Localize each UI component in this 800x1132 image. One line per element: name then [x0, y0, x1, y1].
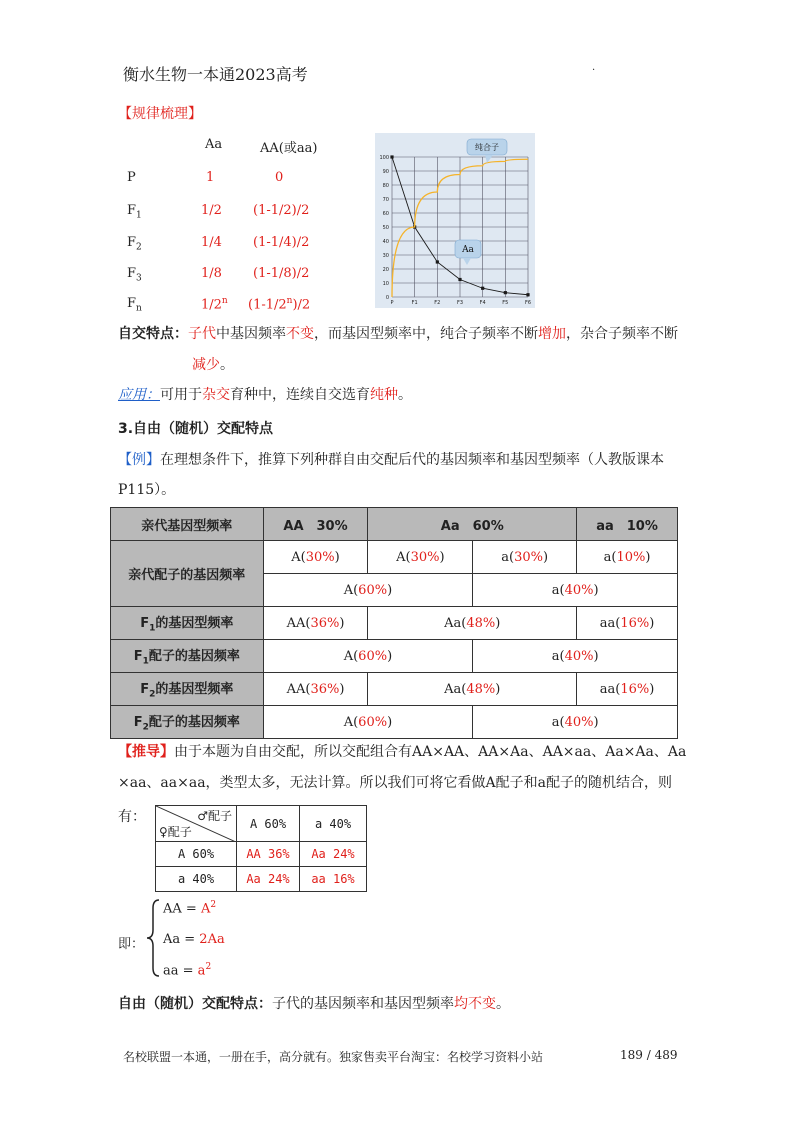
y-tick-label: 60 [382, 211, 389, 217]
text: 。 [220, 357, 234, 373]
table-row [111, 541, 678, 574]
cell: aa(16%) [577, 607, 678, 640]
frequency-chart [375, 133, 535, 308]
example-text: 在理想条件下，推算下列种群自由交配后代的基因频率和基因型频率（人教版课本 [160, 452, 664, 468]
row-head: 亲代基因型频率 [111, 508, 264, 541]
derive-text: 由于本题为自由交配，所以交配组合有AA×AA、AA×Aa、AA×aa、Aa×Aa、Aa [174, 744, 687, 760]
gen-sub: 1 [136, 210, 142, 221]
gen-sub: 2 [136, 242, 142, 253]
cell: A(30%) [263, 541, 368, 574]
formula-aa: AA = $A^2$ [163, 900, 217, 917]
text: 可用于 [160, 387, 202, 403]
text: 。 [496, 996, 510, 1012]
data-point [458, 278, 461, 281]
row-head: $F_2$配子的基因频率 [111, 706, 264, 739]
header-dot: . [592, 62, 596, 73]
cell: a(40%) [473, 640, 678, 673]
free-mating-label: 自由（随机）交配特点： [118, 996, 272, 1012]
row-head: 亲代配子的基因频率 [111, 541, 264, 607]
row-head: A 60% [156, 842, 237, 867]
derive-line3: 有： [118, 809, 146, 825]
row-head: $F_2$的基因型频率 [111, 673, 264, 706]
aa-sup: n [221, 296, 228, 306]
y-tick-label: 0 [385, 295, 389, 301]
x-tick-label: F5 [502, 300, 509, 306]
self-cross-line2 [192, 353, 234, 377]
cell: Aa 24% [237, 867, 300, 892]
cell: a(40%) [473, 574, 678, 607]
gen-sub: 3 [136, 273, 142, 284]
cell: A(60%) [263, 574, 473, 607]
gen-label: F [127, 203, 137, 218]
homo-tail: )/2 [292, 297, 311, 313]
y-tick-label: 90 [382, 169, 389, 175]
example-line2: P115）。 [118, 482, 176, 498]
aa-value: 1/8 [201, 266, 222, 281]
formula-aa-rec: aa = $a^2$ [163, 962, 212, 979]
homo-sup: n [286, 296, 293, 306]
formula-aa-het: Aa = 2Aa [163, 932, 225, 947]
cell: AA 30% [263, 508, 368, 541]
homo-value: (1-1/2 [248, 297, 287, 313]
gen-sub: n [136, 303, 142, 314]
cell: A(60%) [263, 706, 473, 739]
y-tick-label: 50 [382, 225, 389, 231]
row-head: $F_1$配子的基因频率 [111, 640, 264, 673]
formula-label: 即： [118, 937, 145, 952]
cell: A(30%) [368, 541, 473, 574]
derive-line2: ×aa、aa×aa，类型太多，无法计算。所以我们可将它看做A配子和a配子的随机结合，则 [118, 775, 672, 791]
derive-tag: 【推导】 [118, 744, 174, 760]
cell: Aa(48%) [368, 607, 577, 640]
text: 中基因频率 [216, 326, 286, 342]
y-tick-label: 70 [382, 197, 389, 203]
cell: a(30%) [473, 541, 577, 574]
data-point [436, 260, 439, 263]
homozygote-callout-label: 纯合子 [475, 143, 499, 152]
table-row [156, 867, 367, 892]
cell: a(10%) [577, 541, 678, 574]
cell: AA 36% [237, 842, 300, 867]
x-tick-label: F4 [479, 300, 486, 306]
table-row [156, 842, 367, 867]
cell: aa(16%) [577, 673, 678, 706]
aa-value: 1/4 [201, 235, 222, 250]
text-offspring: 子代 [188, 326, 216, 342]
text-pure: 纯种 [370, 387, 398, 403]
male-gamete-label: ♂配子 [197, 809, 232, 823]
data-point [481, 287, 484, 290]
y-tick-label: 100 [379, 155, 389, 161]
col-head: A 60% [237, 806, 300, 842]
table-row [111, 706, 678, 739]
text-unchanged: 均不变 [454, 996, 496, 1012]
gen-label: P [127, 170, 136, 185]
aa-value: 1/2 [201, 297, 222, 313]
x-tick-label: F3 [456, 300, 464, 306]
cell: Aa 60% [368, 508, 577, 541]
application-line [118, 383, 412, 407]
gen-label: F [127, 296, 137, 311]
rule-title: 【规律梳理】 [118, 106, 202, 122]
aa-value: 1/2 [201, 203, 222, 218]
y-tick-label: 30 [382, 253, 389, 259]
application-label: 应用： [118, 387, 160, 403]
y-tick-label: 10 [382, 281, 389, 287]
example-tag: 【例】 [118, 452, 160, 468]
y-tick-label: 20 [382, 267, 389, 273]
table-row [156, 806, 367, 842]
homo-value: (1-1/4)/2 [253, 235, 310, 250]
cell: aa 16% [300, 867, 367, 892]
cell: AA(36%) [263, 607, 368, 640]
text: ，而基因型频率中，纯合子频率不断 [314, 326, 538, 342]
col-head: a 40% [300, 806, 367, 842]
self-cross-line1 [118, 322, 678, 346]
text: 子代的基因频率和基因型频率 [272, 996, 454, 1012]
x-tick-label: F2 [434, 300, 441, 306]
data-point [504, 291, 507, 294]
text: ，杂合子频率不断 [566, 326, 678, 342]
data-point [526, 293, 529, 296]
x-tick-label: F6 [524, 300, 532, 306]
cell: Aa(48%) [368, 673, 577, 706]
female-gamete-label: ♀配子 [159, 825, 192, 839]
table-row [111, 640, 678, 673]
frequency-table [110, 507, 678, 739]
gen-label: F [127, 235, 137, 250]
text-unchanged: 不变 [286, 326, 314, 342]
cell: aa 10% [577, 508, 678, 541]
self-cross-label: 自交特点： [118, 326, 188, 342]
table-row [111, 607, 678, 640]
text: 。 [398, 387, 412, 403]
corner-cell [156, 806, 237, 842]
document-header: 衡水生物一本通2023高考 [123, 65, 308, 84]
col-homo-header: AA(或aa) [260, 141, 318, 156]
table-row [111, 673, 678, 706]
text-increase: 增加 [538, 326, 566, 342]
gen-label: F [127, 266, 137, 281]
x-tick-label: F1 [411, 300, 418, 306]
col-aa-header: Aa [205, 137, 223, 152]
homo-value: (1-1/8)/2 [253, 266, 310, 281]
aa-callout-label: Aa [462, 245, 474, 255]
brace-icon [145, 898, 161, 978]
free-mating-line [118, 992, 510, 1016]
cell: a(40%) [473, 706, 678, 739]
punnett-square [155, 805, 367, 892]
aa-value: 1 [206, 170, 215, 185]
section-3-title: 3.自由（随机）交配特点 [118, 421, 274, 437]
cell: A(60%) [263, 640, 473, 673]
y-tick-label: 80 [382, 183, 389, 189]
y-tick-label: 40 [382, 239, 389, 245]
page-number: 189 / 489 [620, 1048, 678, 1062]
cell: AA(36%) [263, 673, 368, 706]
footer-text: 名校联盟一本通，一册在手，高分就有。独家售卖平台淘宝：名校学习资料小站 [123, 1050, 544, 1064]
homo-value: (1-1/2)/2 [253, 203, 310, 218]
text-decrease: 减少 [192, 357, 220, 373]
homo-value: 0 [275, 170, 284, 185]
x-tick-label: P [390, 300, 394, 306]
row-head: a 40% [156, 867, 237, 892]
text: 育种中，连续自交选育 [230, 387, 370, 403]
text-hybrid: 杂交 [202, 387, 230, 403]
row-head: $F_1$的基因型频率 [111, 607, 264, 640]
cell: Aa 24% [300, 842, 367, 867]
derive-line1 [118, 740, 686, 764]
table-row [111, 508, 678, 541]
data-point [390, 155, 393, 158]
example-line1 [118, 448, 664, 472]
